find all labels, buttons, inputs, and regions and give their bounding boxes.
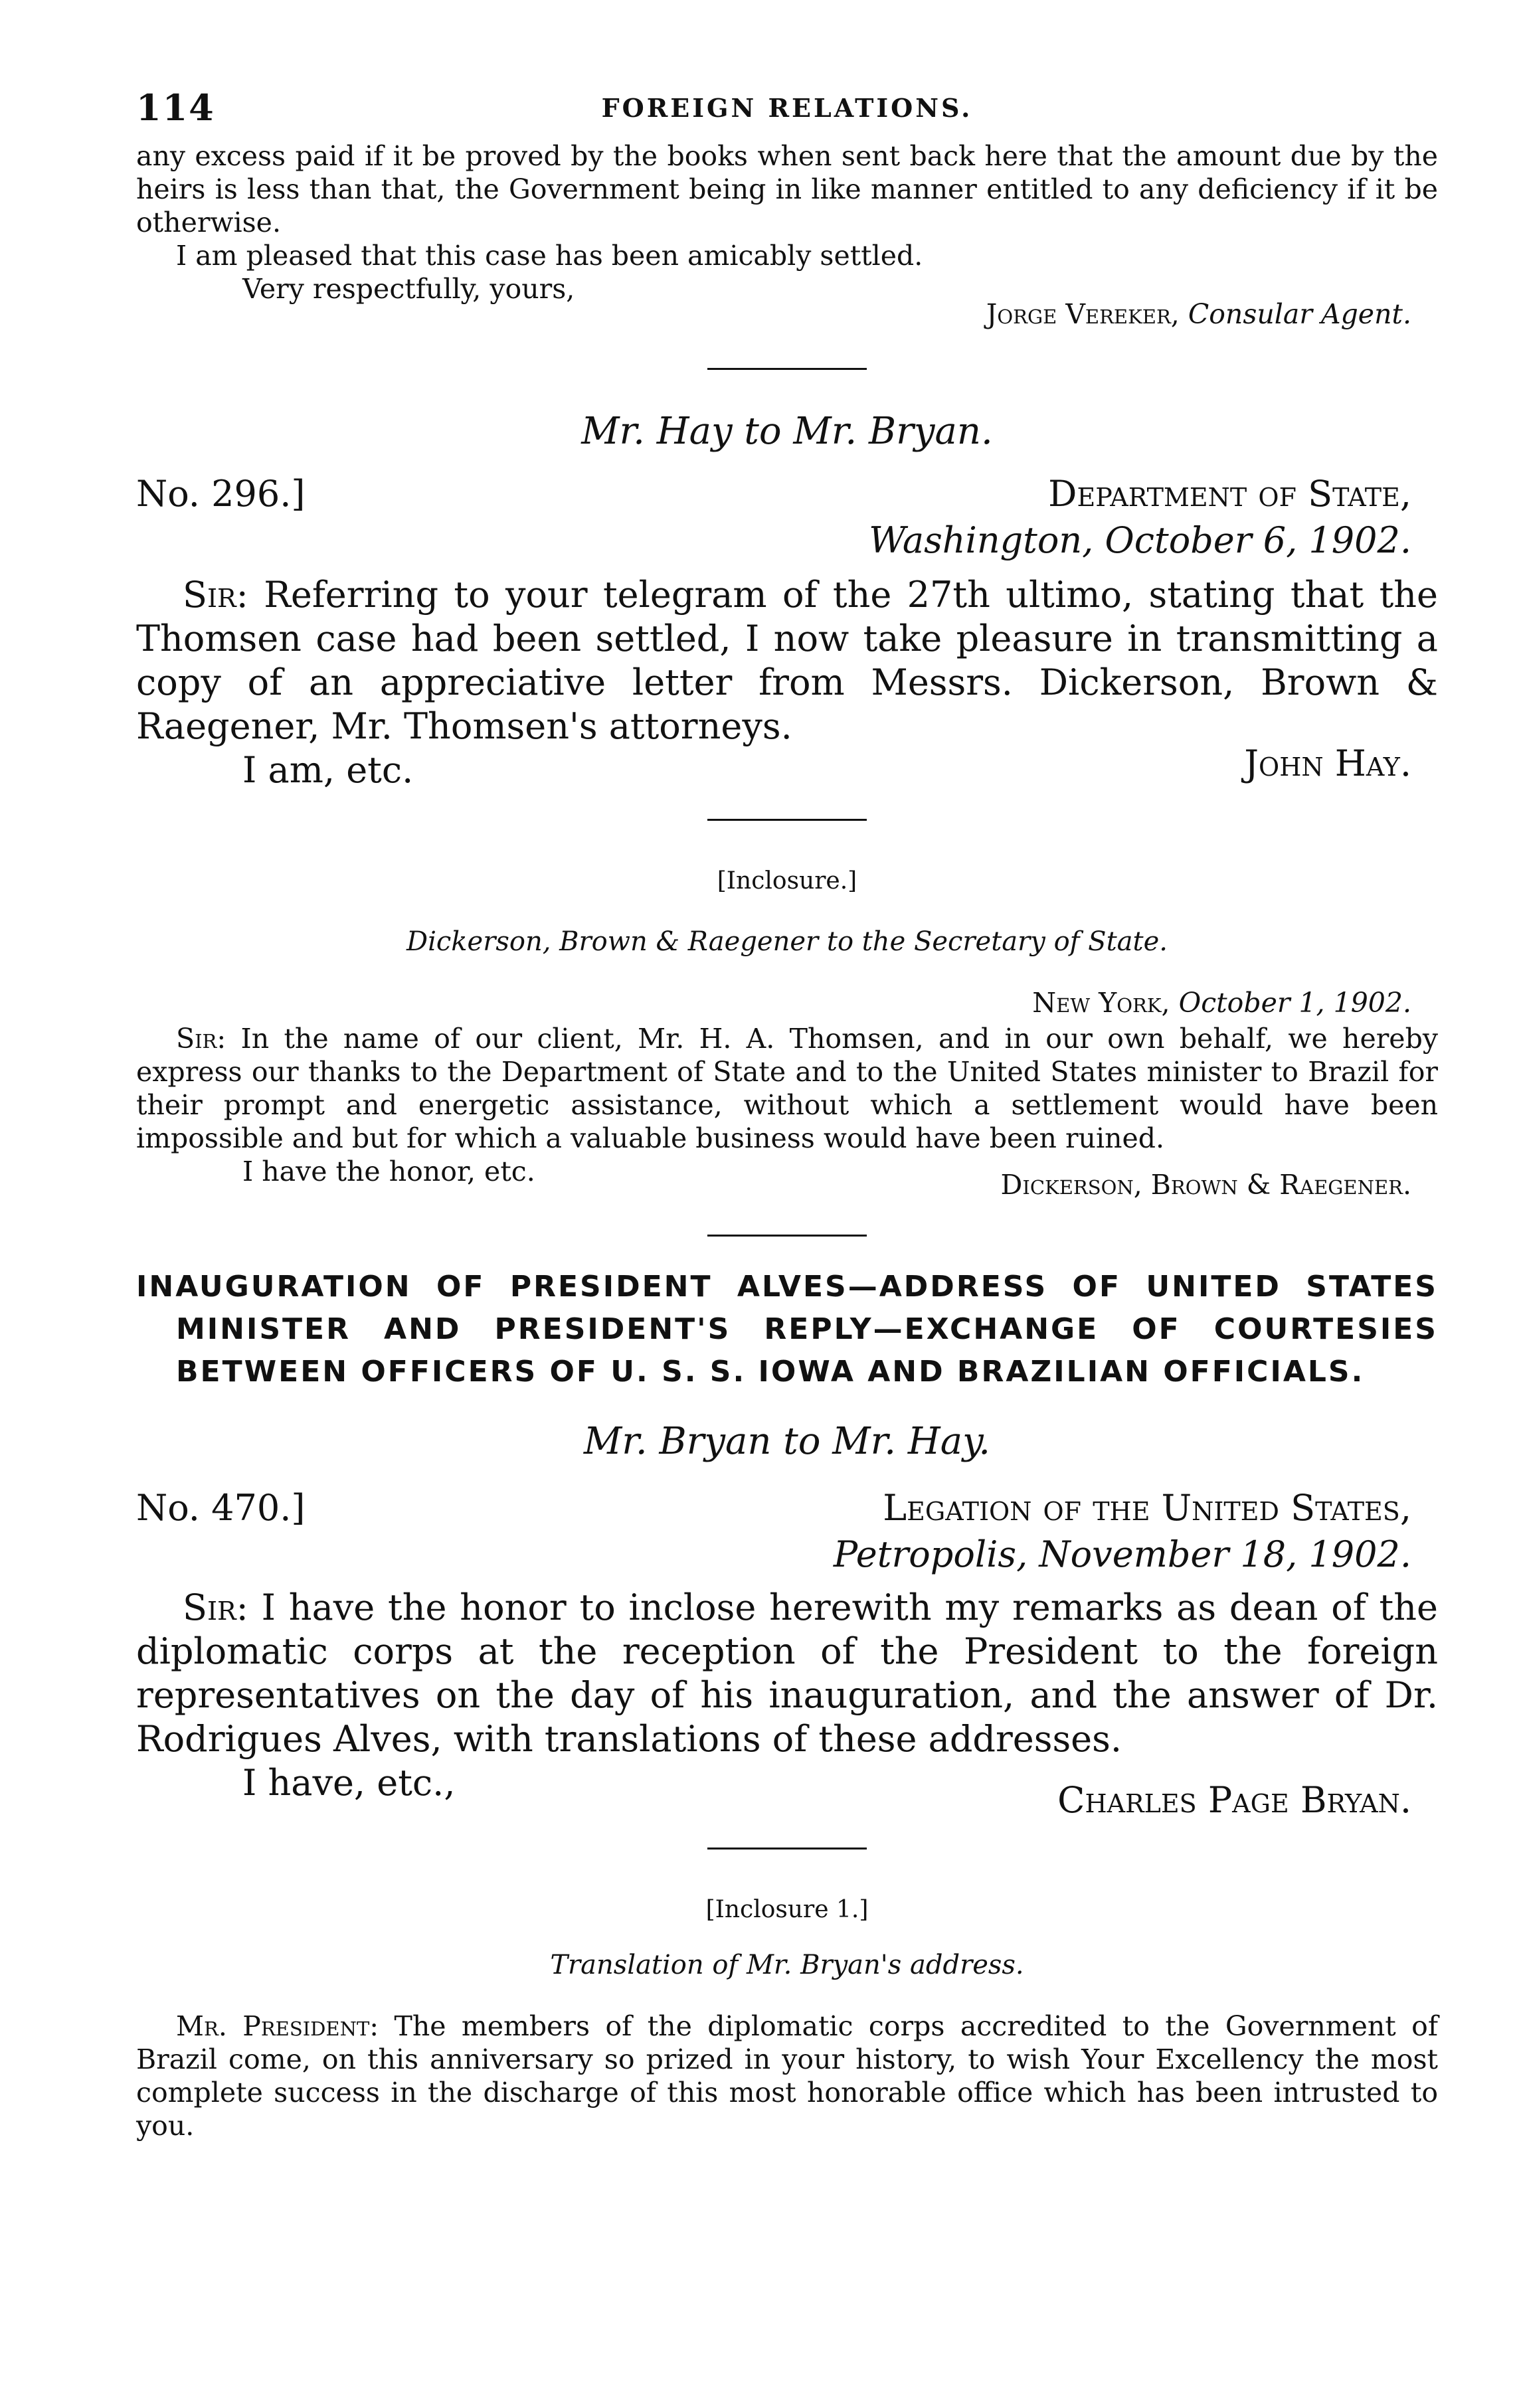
letter-body xyxy=(136,573,1438,748)
letter-body xyxy=(136,1586,1438,1761)
signature: John Hay. xyxy=(1244,742,1411,784)
letter-number-line xyxy=(136,1487,1438,1533)
section-title: INAUGURATION OF PRESIDENT ALVES—ADDRESS OF UNITED STATES MINISTER AND PRESIDENT'S REPLY—EXCHANGE OF COURTESIES BETWEEN OFFICERS OF U. S. S. IOWA AND BRAZILIAN OFFICIALS. xyxy=(136,1270,1438,1389)
letter-heading: Mr. Bryan to Mr. Hay. xyxy=(583,1420,991,1463)
department: Department of State, xyxy=(1048,473,1411,515)
letter-number-line xyxy=(136,473,1438,519)
inclosure-dickerson xyxy=(136,867,1438,1201)
continued-paragraph: any excess paid if it be proved by the books when sent back here that the amount due by the heirs is less than that, the Government being in like manner entitled to any deficiency if it be otherwise. xyxy=(136,140,1438,238)
body-text: Referring to your telegram of the 27th ultimo, stating that the Thomsen case had been settled, I now take pleasure in transmitting a copy of an appreciative letter from Messrs. Dickerson, Brown & Raegener, Mr. Thomsen's attorneys. xyxy=(136,574,1438,747)
closing-line: I have the honor, etc. xyxy=(242,1156,535,1187)
document-page xyxy=(136,86,1438,2142)
signature-name: Jorge Vereker, xyxy=(986,298,1180,330)
address-body xyxy=(136,2010,1438,2142)
closing-line: Very respectfully, yours, xyxy=(242,273,575,305)
inclosure-label: [Inclosure 1.] xyxy=(705,1896,869,1923)
running-header xyxy=(136,86,1438,139)
pleased-line: I am pleased that this case has been amicably settled. xyxy=(176,240,923,272)
divider-rule xyxy=(707,368,867,370)
closing-row xyxy=(136,742,1438,792)
inclosure-body xyxy=(136,1022,1438,1155)
dateline: Petropolis, November 18, 1902. xyxy=(833,1533,1411,1575)
salutation: Sir: xyxy=(183,1587,248,1628)
page-number: 114 xyxy=(136,86,215,129)
body-text: In the name of our client, Mr. H. A. Thomsen, and in our own behalf, we hereby express our thanks to the Department of State and to the United States minister to Brazil for their prompt and energetic assistance, without which a settlement would have been impossible and but for which a valuable business would have been ruined. xyxy=(136,1023,1438,1154)
running-title: FOREIGN RELATIONS. xyxy=(601,93,973,123)
signature: Dickerson, Brown & Raegener. xyxy=(1000,1169,1411,1201)
previous-letter-end xyxy=(136,139,1438,331)
salutation: Mr. President: xyxy=(176,2010,379,2042)
salutation: Sir: xyxy=(176,1023,226,1055)
divider-rule xyxy=(707,819,867,821)
divider-rule xyxy=(707,1848,867,1849)
place: New York, xyxy=(1032,987,1170,1019)
signature-title: Consular Agent. xyxy=(1188,298,1411,330)
inclosure-label: [Inclosure.] xyxy=(717,867,857,895)
inclosure-heading: Dickerson, Brown & Raegener to the Secretary of State. xyxy=(406,926,1168,957)
legation: Legation of the United States, xyxy=(883,1487,1411,1529)
closing-line: I am, etc. xyxy=(242,749,414,791)
closing-row xyxy=(136,1155,1438,1201)
body-text: The members of the diplomatic corps accredited to the Government of Brazil come, on this anniversary so prized in your history, to wish Your Excellency the most complete success in the discharge of this most honorable office which has been intrusted to you. xyxy=(136,2010,1438,2142)
date: October 1, 1902. xyxy=(1178,987,1411,1019)
divider-rule xyxy=(707,1235,867,1237)
letter-bryan-to-hay xyxy=(136,1420,1438,1821)
dateline xyxy=(136,986,1438,1019)
letter-number: No. 470.] xyxy=(136,1487,306,1529)
closing-line: I have, etc., xyxy=(242,1762,456,1804)
letter-heading: Mr. Hay to Mr. Bryan. xyxy=(581,410,993,453)
dateline: Washington, October 6, 1902. xyxy=(869,519,1411,561)
salutation: Sir: xyxy=(183,574,248,616)
inclosure-bryan-address xyxy=(136,1896,1438,2142)
closing-row xyxy=(136,1761,1438,1821)
body-text: I have the honor to inclose herewith my remarks as dean of the diplomatic corps at the reception of the President to the foreign representatives on the day of his inauguration, and the answer of Dr. Rodrigues Alves, with translations of these addresses. xyxy=(136,1587,1438,1760)
letter-hay-to-bryan xyxy=(136,410,1438,792)
inclosure-heading: Translation of Mr. Bryan's address. xyxy=(550,1950,1024,1980)
letter-number: No. 296.] xyxy=(136,473,306,515)
signature: Charles Page Bryan. xyxy=(1057,1779,1411,1821)
